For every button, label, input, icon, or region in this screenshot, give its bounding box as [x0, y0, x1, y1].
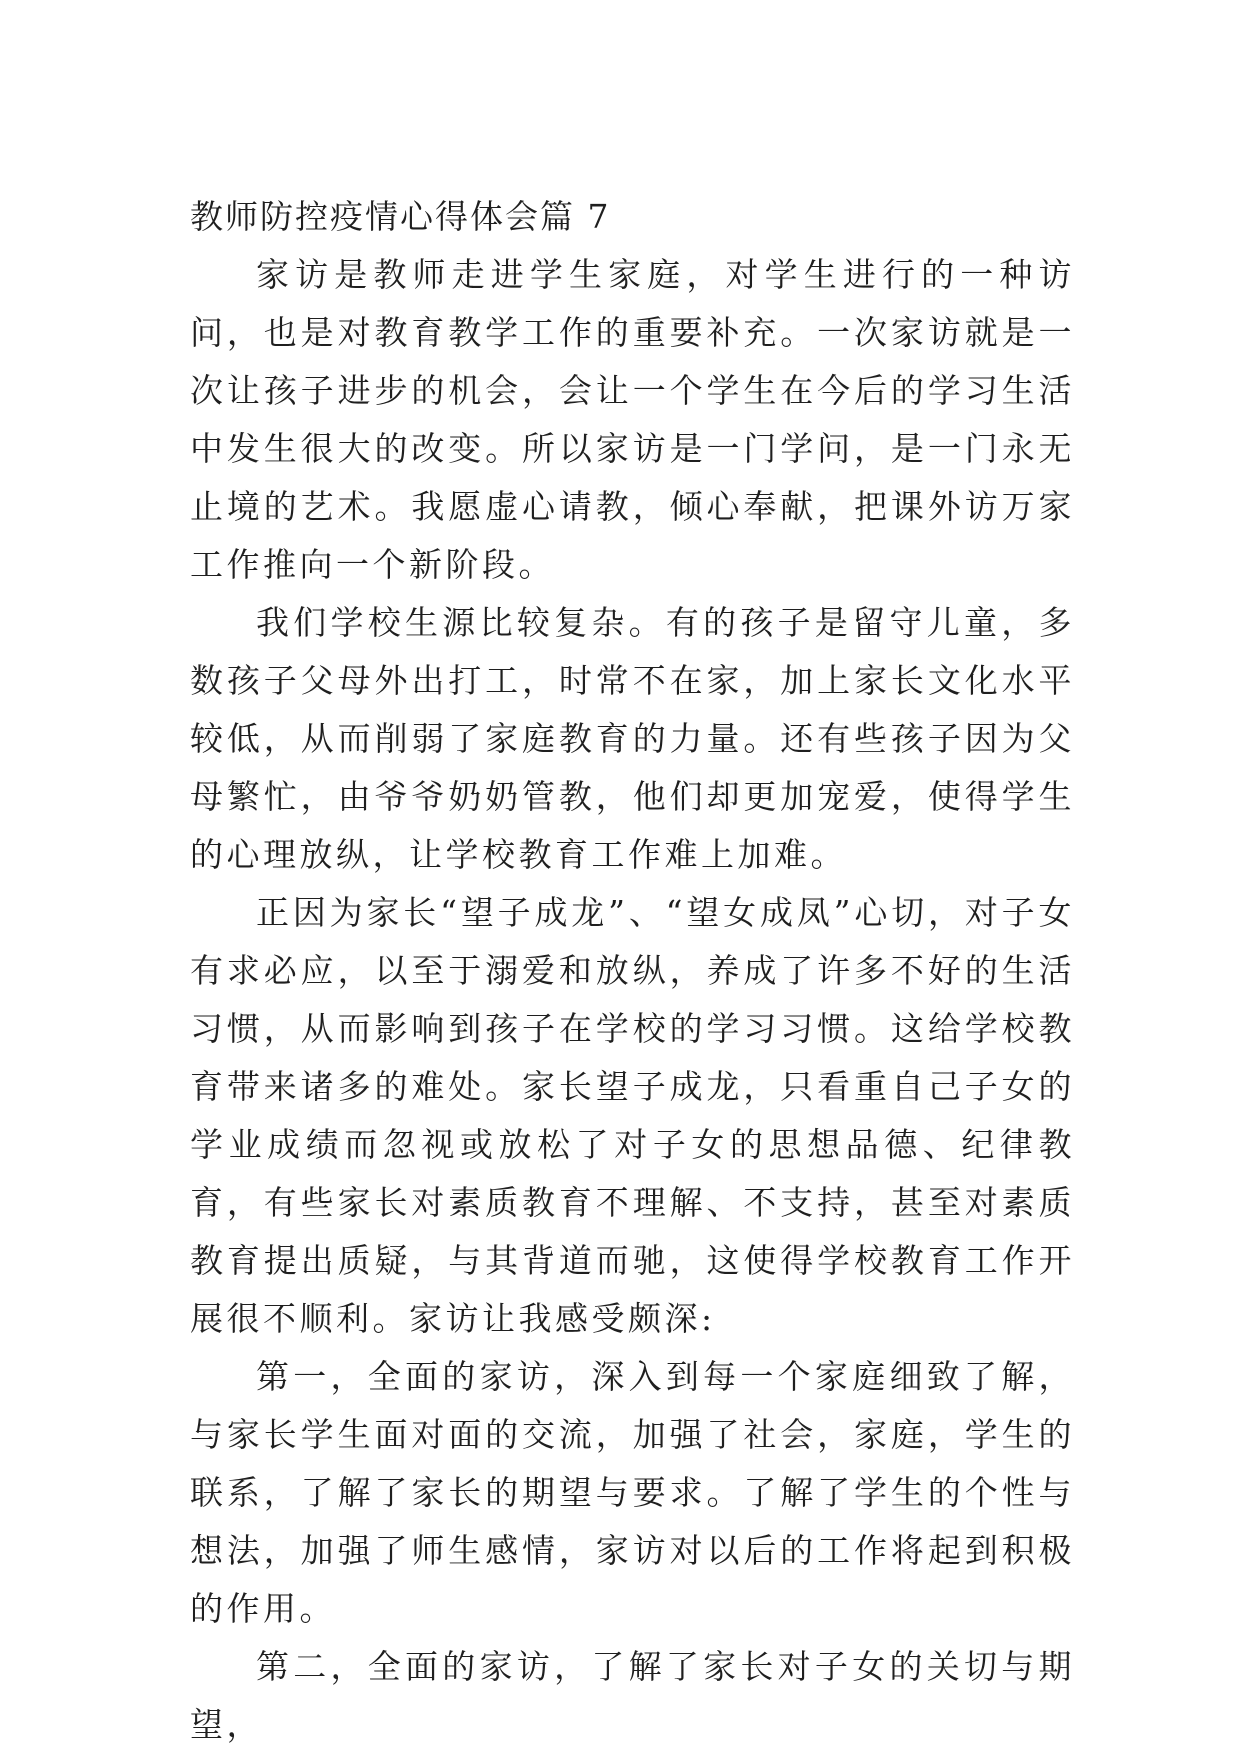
- document-body: [190, 188, 1075, 1754]
- paragraph-point-one: 第一，全面的家访，深入到每一个家庭细致了解，与家长学生面对面的交流，加强了社会，家庭，学生的联系，了解了家长的期望与要求。了解了学生的个性与想法，加强了师生感情，家访对以后的工作将起到积极的作用。: [190, 1357, 1075, 1628]
- paragraph-point-two: 第二，全面的家访，了解了家长对子女的关切与期望，: [190, 1647, 1075, 1744]
- paragraph-school-background: 我们学校生源比较复杂。有的孩子是留守儿童，多数孩子父母外出打工，时常不在家，加上家长文化水平较低，从而削弱了家庭教育的力量。还有些孩子因为父母繁忙，由爷爷奶奶管教，他们却更加宠爱，使得学生的心理放纵，让学校教育工作难上加难。: [190, 603, 1075, 874]
- paragraph-home-visit-intro: 家访是教师走进学生家庭，对学生进行的一种访问，也是对教育教学工作的重要补充。一次家访就是一次让孩子进步的机会，会让一个学生在今后的学习生活中发生很大的改变。所以家访是一门学问，是一门永无止境的艺术。我愿虚心请教，倾心奉献，把课外访万家工作推向一个新阶段。: [190, 255, 1075, 584]
- document-title: 教师防控疫情心得体会篇 7: [190, 197, 611, 236]
- paragraph-parent-expectations: 正因为家长“望子成龙”、“望女成凤”心切，对子女有求必应，以至于溺爱和放纵，养成了许多不好的生活习惯，从而影响到孩子在学校的学习习惯。这给学校教育带来诸多的难处。家长望子成龙，只看重自己子女的学业成绩而忽视或放松了对子女的思想品德、纪律教育，有些家长对素质教育不理解、不支持，甚至对素质教育提出质疑，与其背道而驰，这使得学校教育工作开展很不顺利。家访让我感受颇深:: [190, 893, 1075, 1338]
